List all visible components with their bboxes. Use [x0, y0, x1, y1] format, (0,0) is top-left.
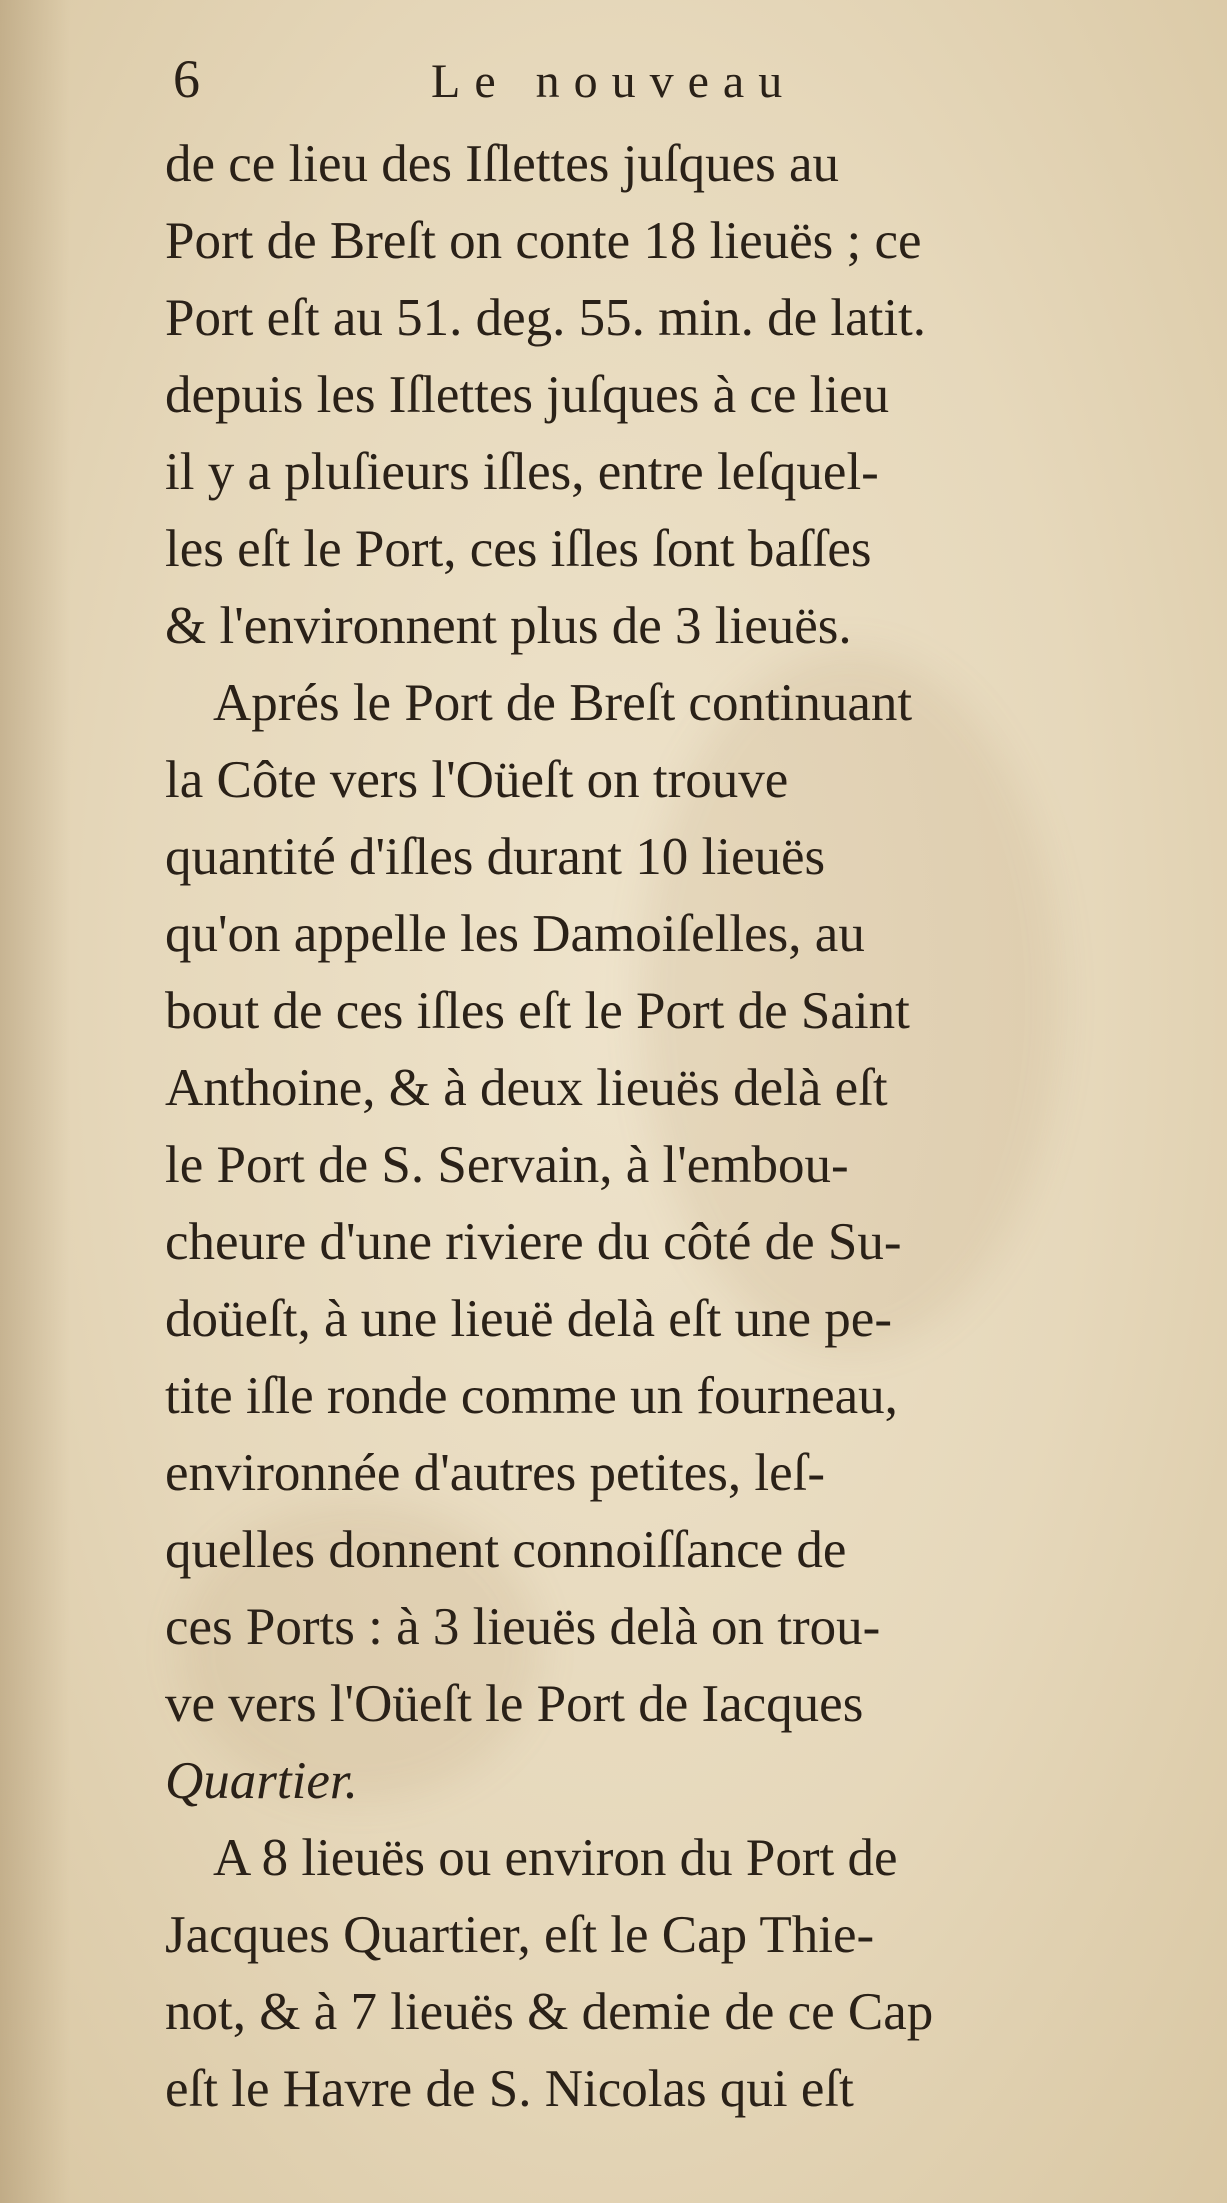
text-line: ve vers l'Oüeſt le Port de Iacques — [165, 1675, 864, 1733]
text-line: Port de Breſt on conte 18 lieuës ; ce — [165, 212, 922, 270]
text-line: Port eſt au 51. deg. 55. min. de latit. — [165, 289, 927, 347]
text-line: Anthoine, & à deux lieuës delà eſt — [165, 1059, 888, 1117]
text-line: Jacques Quartier, eſt le Cap Thie- — [165, 1906, 875, 1964]
text-line: tite iſle ronde comme un fourneau, — [165, 1367, 898, 1425]
text-line: bout de ces iſles eſt le Port de Saint — [165, 982, 910, 1040]
running-head: Le nouveau — [431, 55, 797, 108]
text-line: not, & à 7 lieuës & demie de ce Cap — [165, 1983, 934, 2041]
text-line: de ce lieu des Iſlettes juſques au — [165, 135, 840, 193]
text-line: & l'environnent plus de 3 lieuës. — [165, 597, 852, 655]
text-line: doüeſt, à une lieuë delà eſt une pe- — [165, 1290, 892, 1348]
text-line: qu'on appelle les Damoiſelles, au — [165, 905, 865, 963]
text-line: Quartier. — [165, 1752, 358, 1810]
paragraph-start-line: Aprés le Port de Breſt continuant — [213, 674, 913, 732]
page-header — [173, 40, 1195, 126]
gutter-shadow — [0, 0, 70, 2203]
body-text — [165, 126, 1195, 2128]
text-line: il y a pluſieurs iſles, entre leſquel- — [165, 443, 879, 501]
text-line: quelles donnent connoiſſance de — [165, 1521, 847, 1579]
text-block — [165, 40, 1195, 2128]
paragraph-start-line: A 8 lieuës ou environ du Port de — [213, 1829, 898, 1887]
text-line: le Port de S. Servain, à l'embou- — [165, 1136, 849, 1194]
text-line: les eſt le Port, ces iſles ſont baſſes — [165, 520, 872, 578]
text-line: ces Ports : à 3 lieuës delà on trou- — [165, 1598, 881, 1656]
text-line: depuis les Iſlettes juſques à ce lieu — [165, 366, 890, 424]
text-line: cheure d'une riviere du côté de Su- — [165, 1213, 902, 1271]
text-line: environnée d'autres petites, leſ- — [165, 1444, 826, 1502]
text-line: quantité d'iſles durant 10 lieuës — [165, 828, 826, 886]
text-line: la Côte vers l'Oüeſt on trouve — [165, 751, 789, 809]
page-number: 6 — [173, 49, 200, 109]
text-line: eſt le Havre de S. Nicolas qui eſt — [165, 2060, 854, 2118]
